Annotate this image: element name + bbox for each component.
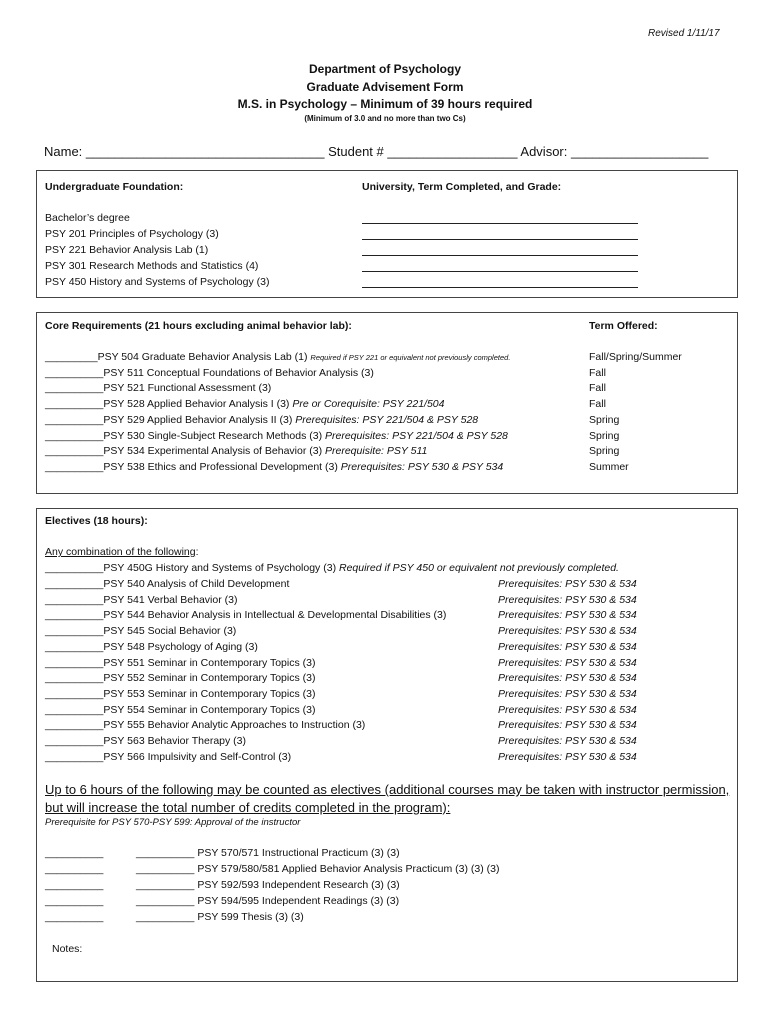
up-to-line-2: but will increase the total number of credits completed in the program): [45, 800, 451, 815]
form-title: Graduate Advisement Form [306, 80, 464, 94]
blank-line[interactable]: __________ [45, 672, 104, 685]
course-title: PSY 504 Graduate Behavior Analysis Lab (1) [97, 351, 311, 363]
grade-entry-line[interactable] [362, 287, 638, 288]
blank-line[interactable]: __________ [45, 911, 104, 923]
elective-prereq: Prerequisites: PSY 530 & 534 [498, 625, 637, 638]
undergrad-course: PSY 301 Research Methods and Statistics (4) [45, 260, 259, 272]
undergrad-course: PSY 450 History and Systems of Psychology (3) [45, 276, 270, 288]
course-title: PSY 554 Seminar in Contemporary Topics (3) [103, 703, 316, 716]
elective-prereq: Prerequisites: PSY 530 & 534 [498, 687, 637, 700]
revised-date: Revised 1/11/17 [648, 28, 720, 39]
blank-line[interactable]: __________ [45, 863, 104, 875]
elective-prereq: Prerequisites: PSY 530 & 534 [498, 609, 637, 622]
elective-row [45, 733, 246, 749]
elective-row [45, 749, 291, 765]
student-info-line[interactable]: Name: _________________________________ Student # __________________ Advisor: ___________________ [44, 144, 709, 159]
elective-prereq: Prerequisites: PSY 530 & 534 [498, 640, 637, 653]
department-title: Department of Psychology [308, 62, 462, 76]
term-offered: Fall [589, 382, 606, 395]
grade-entry-line[interactable] [362, 239, 638, 240]
blank-line[interactable]: __________ [136, 879, 195, 891]
grade-entry-line[interactable] [362, 223, 638, 224]
course-title: PSY 555 Behavior Analytic Approaches to Instruction (3) [103, 719, 366, 732]
elective-row [45, 623, 236, 639]
blank-line[interactable]: __________ [45, 847, 104, 859]
blank-line[interactable]: __________ [45, 879, 104, 891]
blank-line[interactable]: __________ [45, 578, 104, 590]
blank-line[interactable]: __________ [45, 445, 104, 458]
course-title: PSY 553 Seminar in Contemporary Topics (3) [103, 687, 316, 700]
course-title: PSY 570/571 Instructional Practicum (3) (3) [194, 847, 400, 859]
blank-line[interactable]: __________ [45, 895, 104, 907]
practicum-prereq-note: Prerequisite for PSY 570-PSY 599: Approval of the instructor [45, 817, 301, 828]
term-offered: Summer [589, 460, 629, 473]
elective-row [45, 607, 446, 623]
blank-line[interactable]: __________ [45, 719, 104, 732]
elective-prereq: Prerequisites: PSY 530 & 534 [498, 719, 637, 732]
elective-row [45, 592, 237, 608]
undergrad-course: PSY 221 Behavior Analysis Lab (1) [45, 244, 209, 256]
practicum-row [136, 877, 400, 893]
core-course-row [45, 412, 478, 428]
practicum-row [136, 893, 399, 909]
elective-row [45, 655, 315, 671]
elective-row [45, 670, 315, 686]
electives-heading: Electives (18 hours): [45, 515, 148, 527]
term-offered: Fall [589, 366, 606, 379]
core-heading: Core Requirements (21 hours excluding animal behavior lab): [45, 320, 352, 332]
blank-line[interactable]: __________ [45, 640, 104, 653]
undergrad-heading: Undergraduate Foundation: [45, 181, 184, 193]
blank-line[interactable]: __________ [136, 895, 195, 907]
core-course-row [45, 349, 510, 366]
course-title: PSY 579/580/581 Applied Behavior Analysis Practicum (3) (3) (3) [194, 863, 500, 875]
grade-entry-line[interactable] [362, 255, 638, 256]
blank-line[interactable]: __________ [45, 609, 104, 622]
term-offered: Spring [589, 413, 620, 426]
blank-line[interactable]: __________ [136, 847, 195, 859]
term-offered: Fall [589, 398, 606, 411]
term-heading: Term Offered: [589, 320, 658, 332]
blank-line[interactable]: __________ [45, 656, 104, 669]
course-title: PSY 552 Seminar in Contemporary Topics (3) [103, 672, 316, 685]
term-offered: Fall/Spring/Summer [589, 351, 682, 363]
core-course-row [45, 396, 444, 412]
term-offered: Spring [589, 445, 620, 458]
course-title: PSY 541 Verbal Behavior (3) [103, 593, 238, 606]
undergrad-course: Bachelor’s degree [45, 212, 130, 224]
core-course-row [45, 380, 271, 396]
elective-prereq: Prerequisites: PSY 530 & 534 [498, 735, 637, 747]
blank-line[interactable]: __________ [45, 750, 104, 763]
course-title: PSY 592/593 Independent Research (3) (3) [194, 879, 400, 891]
course-title: PSY 599 Thesis (3) (3) [194, 911, 304, 923]
blank-line[interactable]: _________ [45, 351, 98, 363]
blank-line[interactable]: __________ [45, 460, 104, 473]
course-title: PSY 538 Ethics and Professional Development (3) [103, 460, 341, 473]
core-course-row [45, 428, 508, 444]
elective-prereq: Prerequisites: PSY 530 & 534 [498, 593, 637, 606]
notes-label: Notes: [52, 943, 83, 955]
up-to-line-1: Up to 6 hours of the following may be counted as electives (additional courses may be taken with instructor permission, [45, 782, 730, 797]
course-title: PSY 540 Analysis of Child Development [103, 578, 290, 590]
course-title: PSY 511 Conceptual Foundations of Behavior Analysis (3) [103, 366, 374, 379]
blank-line[interactable]: __________ [45, 735, 104, 747]
gpa-note: (Minimum of 3.0 and no more than two Cs) [304, 114, 466, 123]
course-title: PSY 521 Functional Assessment (3) [103, 382, 272, 395]
practicum-row [136, 845, 400, 861]
course-note: Pre or Corequisite: PSY 221/504 [292, 398, 445, 411]
course-title: PSY 534 Experimental Analysis of Behavior (3) [103, 445, 325, 458]
elective-row [45, 686, 315, 702]
undergrad-course: PSY 201 Principles of Psychology (3) [45, 228, 219, 240]
elective-prereq: Prerequisites: PSY 530 & 534 [498, 656, 637, 669]
course-title: PSY 548 Psychology of Aging (3) [103, 640, 258, 653]
course-title: PSY 551 Seminar in Contemporary Topics (3) [103, 656, 316, 669]
grade-entry-line[interactable] [362, 271, 638, 272]
blank-line[interactable]: __________ [45, 703, 104, 716]
core-course-row [45, 365, 374, 381]
elective-prereq: Prerequisites: PSY 530 & 534 [498, 750, 637, 763]
elective-prereq: Prerequisites: PSY 530 & 534 [498, 672, 637, 685]
course-title: PSY 528 Applied Behavior Analysis I (3) [103, 398, 293, 411]
blank-line[interactable]: __________ [45, 382, 104, 395]
course-title: PSY 529 Applied Behavior Analysis II (3) [103, 413, 296, 426]
practicum-row [136, 861, 499, 877]
undergrad-heading-right: University, Term Completed, and Grade: [362, 181, 562, 193]
blank-line[interactable]: __________ [45, 429, 104, 442]
course-title: PSY 545 Social Behavior (3) [103, 625, 237, 638]
elective-row [45, 639, 258, 655]
course-note: Prerequisite: PSY 511 [325, 445, 428, 458]
course-title: PSY 544 Behavior Analysis in Intellectual & Developmental Disabilities (3) [103, 609, 447, 622]
program-title: M.S. in Psychology – Minimum of 39 hours required [237, 97, 533, 111]
blank-line[interactable]: __________ [45, 413, 104, 426]
core-course-row [45, 459, 503, 475]
course-title: PSY 530 Single-Subject Research Methods (3) [103, 429, 325, 442]
blank-line[interactable]: __________ [45, 625, 104, 638]
blank-line[interactable]: __________ [45, 687, 104, 700]
elective-row [45, 702, 315, 718]
course-note: Required if PSY 221 or equivalent not previously completed. [310, 353, 511, 362]
course-note: Prerequisites: PSY 221/504 & PSY 528 [295, 413, 479, 426]
blank-line[interactable]: __________ [45, 593, 104, 606]
elective-row [45, 717, 365, 733]
core-course-row [45, 443, 427, 459]
course-note: Prerequisites: PSY 221/504 & PSY 528 [325, 429, 508, 442]
blank-line[interactable]: __________ [136, 911, 195, 923]
elective-prereq: Prerequisites: PSY 530 & 534 [498, 703, 637, 716]
course-title: PSY 594/595 Independent Readings (3) (3) [194, 895, 400, 907]
elective-prereq: Prerequisites: PSY 530 & 534 [498, 578, 637, 590]
course-title: PSY 566 Impulsivity and Self-Control (3) [103, 750, 292, 763]
elective-first: __________PSY 450G History and Systems of Psychology (3) Required if PSY 450 or equivalent not previously completed. [45, 562, 619, 574]
electives-intro: Any combination of the following: [45, 546, 199, 558]
term-offered: Spring [589, 429, 620, 442]
blank-line[interactable]: __________ [136, 863, 195, 875]
elective-row [45, 576, 289, 592]
blank-line[interactable]: __________ [45, 366, 104, 379]
blank-line[interactable]: __________ [45, 562, 104, 574]
blank-line[interactable]: __________ [45, 398, 104, 411]
course-title: PSY 563 Behavior Therapy (3) [103, 735, 247, 747]
practicum-row [136, 909, 304, 925]
course-note: Prerequisites: PSY 530 & PSY 534 [340, 460, 504, 473]
